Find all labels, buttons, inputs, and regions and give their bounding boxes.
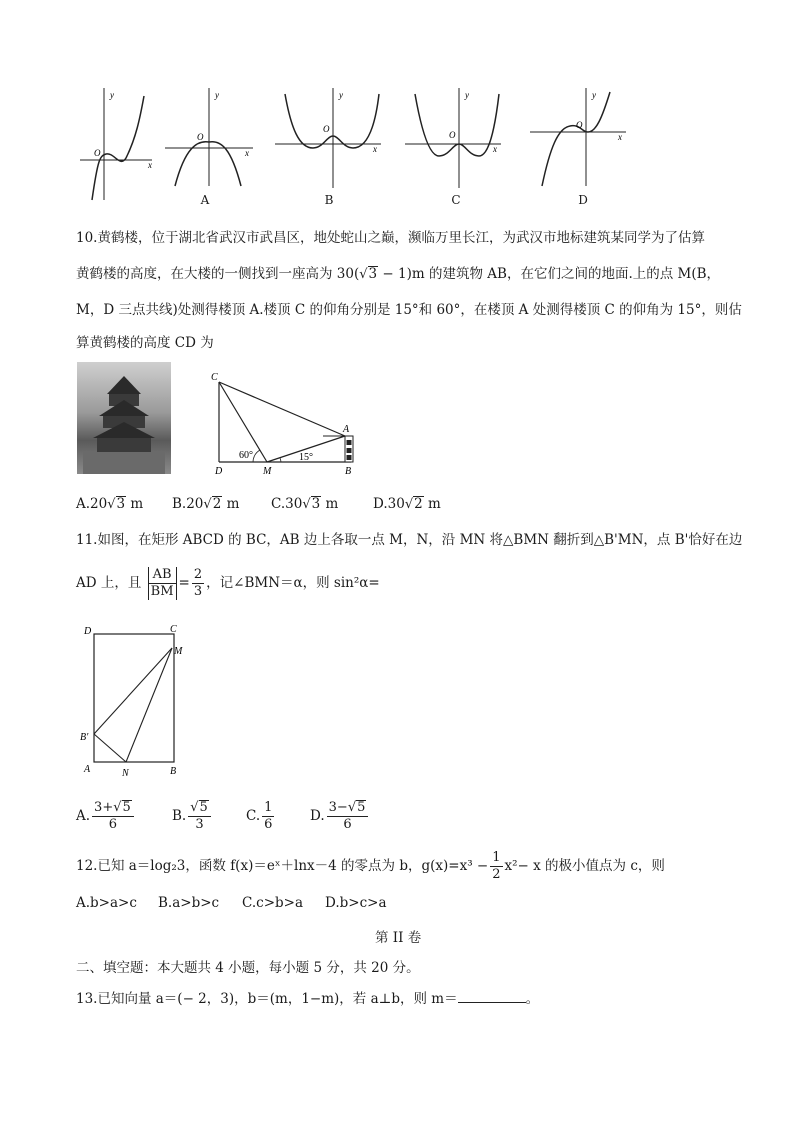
q12-option-c[interactable]: C.c>b>a bbox=[242, 895, 304, 911]
q11-line-2: AD 上，且 $\frac{AB}{BM}$ = $\frac{2}{3}$ ，记∠BMN＝α，则 sin²α= bbox=[76, 567, 380, 599]
graph-label-d: D bbox=[578, 193, 588, 207]
q10-option-b[interactable]: B.20√2 m bbox=[172, 496, 240, 512]
q10-option-a[interactable]: A.20√3 m bbox=[76, 496, 144, 512]
point-a-label: A bbox=[343, 424, 350, 435]
function-graph-b bbox=[275, 88, 385, 188]
q12-stem: 12.已知 a＝log₂3，函数 f(x)＝eˣ＋lnx－4 的零点为 b，g(x)=x³ − $\frac{1}{2}$ x²− x 的极小值点为 c，则 bbox=[76, 850, 665, 882]
q11-option-d[interactable]: D. $\frac{3-√5}{6}$ bbox=[310, 796, 370, 836]
q10-line-4: 算黄鹤楼的高度 CD 为 bbox=[76, 335, 214, 351]
function-graph-c bbox=[405, 88, 505, 188]
rect-d-label: D bbox=[84, 626, 92, 637]
x-axis-label: x bbox=[148, 160, 152, 170]
rect-b-label: B bbox=[170, 766, 177, 777]
angle-60-label: 60° bbox=[239, 450, 253, 461]
function-graph-d bbox=[530, 88, 630, 188]
svg-text:O: O bbox=[576, 120, 583, 130]
q11-figure bbox=[80, 622, 190, 782]
q12-option-b[interactable]: B.a>b>c bbox=[158, 895, 220, 911]
function-graph-a bbox=[165, 88, 255, 188]
function-graph-reference bbox=[80, 88, 160, 203]
q13-answer-blank[interactable] bbox=[458, 988, 526, 1003]
section-part2-heading: 二、填空题：本大题共 4 小题，每小题 5 分，共 20 分。 bbox=[76, 960, 420, 976]
tower-photo bbox=[77, 362, 171, 474]
q11-option-b[interactable]: B. $\frac{√5}{3}$ bbox=[172, 796, 213, 836]
rect-n-label: N bbox=[122, 768, 129, 779]
svg-text:x: x bbox=[493, 144, 497, 154]
svg-text:y: y bbox=[592, 90, 596, 100]
q12-option-d[interactable]: D.b>c>a bbox=[325, 895, 387, 911]
tower-silhouette-icon bbox=[77, 362, 171, 474]
graph-label-a: A bbox=[200, 193, 210, 207]
svg-text:O: O bbox=[197, 132, 204, 142]
q12-option-a[interactable]: A.b>a>c bbox=[76, 895, 137, 911]
svg-text:y: y bbox=[465, 90, 469, 100]
point-m-label: M bbox=[263, 466, 272, 477]
q11-line-1: 11.如图，在矩形 ABCD 的 BC，AB 边上各取一点 M，N，沿 MN 将△BMN 翻折到△B'MN，点 B'恰好在边 bbox=[76, 532, 743, 548]
q10-figure bbox=[205, 370, 365, 480]
y-axis-label: y bbox=[110, 90, 114, 100]
rect-bprime-label: B′ bbox=[80, 732, 89, 743]
svg-text:y: y bbox=[215, 90, 219, 100]
svg-text:O: O bbox=[449, 130, 456, 140]
rect-c-label: C bbox=[170, 624, 177, 635]
q10-option-c[interactable]: C.30√3 m bbox=[271, 496, 339, 512]
rect-m-label: M bbox=[174, 646, 183, 657]
point-d-label: D bbox=[215, 466, 223, 477]
q11-option-c[interactable]: C. $\frac{1}{6}$ bbox=[246, 800, 273, 832]
q10-line-1: 10.黄鹤楼，位于湖北省武汉市武昌区，地处蛇山之巅，濒临万里长江，为武汉市地标建筑某同学为了估算 bbox=[76, 230, 705, 246]
svg-text:x: x bbox=[245, 148, 249, 158]
q11-option-a[interactable]: A. $\frac{3+√5}{6}$ bbox=[76, 796, 136, 836]
section-title: 第 II 卷 bbox=[375, 930, 422, 946]
q10-line-2: 黄鹤楼的高度，在大楼的一侧找到一座高为 30(√3 − 1)m 的建筑物 AB，在它们之间的地面.上的点 M(B， bbox=[76, 266, 721, 282]
svg-text:O: O bbox=[323, 124, 330, 134]
svg-text:x: x bbox=[618, 132, 622, 142]
point-c-label: C bbox=[211, 372, 218, 383]
origin-label: O bbox=[94, 148, 101, 158]
graph-label-b: B bbox=[324, 193, 334, 207]
q10-option-d[interactable]: D.30√2 m bbox=[373, 496, 441, 512]
svg-text:y: y bbox=[339, 90, 343, 100]
graph-label-c: C bbox=[451, 193, 461, 207]
point-b-label: B bbox=[345, 466, 352, 477]
q10-line-3: M，D 三点共线)处测得楼顶 A.楼顶 C 的仰角分别是 15°和 60°，在楼顶 A 处测得楼顶 C 的仰角为 15°，则估 bbox=[76, 302, 742, 318]
svg-text:x: x bbox=[373, 144, 377, 154]
angle-15-label: 15° bbox=[299, 452, 313, 463]
q13-stem: 13.已知向量 a＝(− 2，3)，b＝(m，1−m)，若 a⊥b，则 m＝ 。 bbox=[76, 988, 539, 1009]
rect-a-label: A bbox=[84, 764, 91, 775]
